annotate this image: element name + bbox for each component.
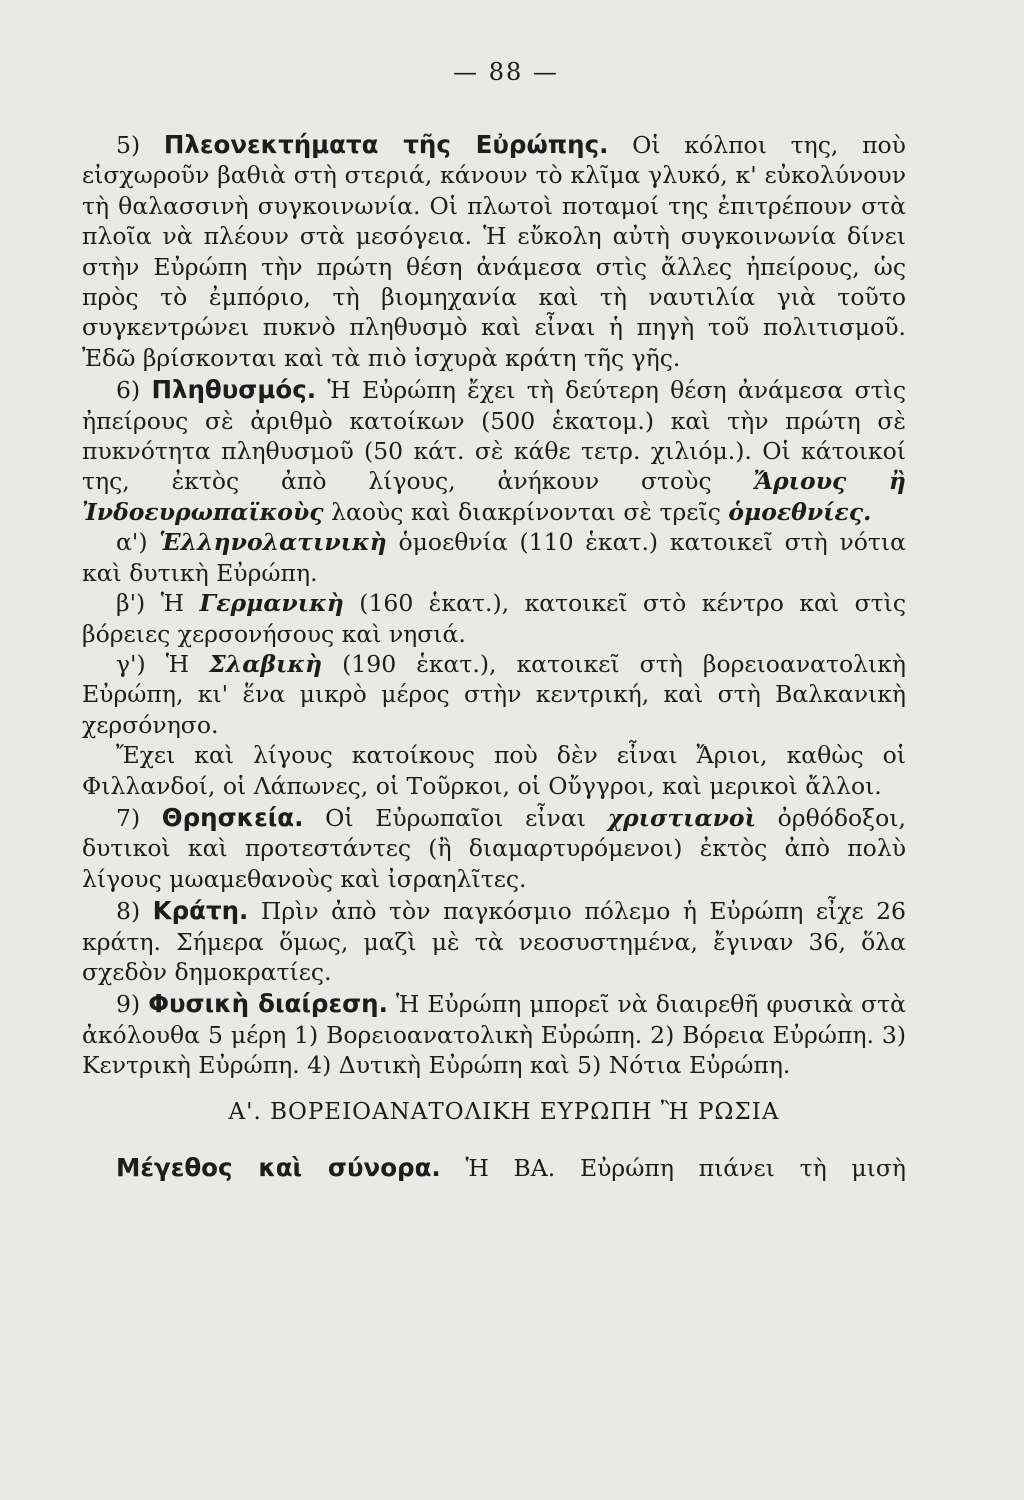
section-6-title: Πληθυσμός. <box>151 375 317 405</box>
group-a-paragraph <box>82 527 906 588</box>
section-6-text-1: Ἡ Εὐρώπη ἔχει τὴ δεύτερη θέση ἀνάμεσα στὶς ἠπείρους σὲ ἀριθμὸ κατοίκων (500 ἑκατομ.) καὶ τὴν πρώτη σὲ πυκνότητα πληθυσμοῦ (50 κάτ. σὲ κάθε τετρ. χιλιόμ.). Οἱ κάτοικοί της, ἐκτὸς ἀπὸ λίγους, ἀνήκουν στοὺς <box>82 376 906 496</box>
term-arioi: Ἄριους ἢ Ἰνδοευρωπαϊκοὺς <box>82 467 906 526</box>
section-7-title: Θρησκεία. <box>161 802 304 832</box>
section-5-paragraph <box>82 130 906 373</box>
non-aryan-paragraph <box>82 740 906 801</box>
section-7-paragraph <box>82 803 906 894</box>
final-paragraph <box>82 1153 906 1183</box>
non-aryan-text: Ἔχει καὶ λίγους κατοίκους ποὺ δὲν εἶναι Ἄριοι, καθὼς οἱ Φιλλανδοί, οἱ Λάπωνες, οἱ Τοῦρκοι, οἱ Οὔγγροι, καὶ μερικοὶ ἄλλοι. <box>82 741 906 800</box>
group-b-paragraph <box>82 588 906 649</box>
final-text: Ἡ ΒΑ. Εὐρώπη πιάνει τὴ μισὴ <box>465 1153 906 1182</box>
section-9-paragraph <box>82 989 906 1080</box>
group-b-name: Γερμανικὴ <box>199 589 344 618</box>
section-8-text: Πρὶν ἀπὸ τὸν παγκόσμιο πόλεμο ἡ Εὐρώπη εἶχε 26 κράτη. Σήμερα ὅμως, μαζὶ μὲ τὰ νεοσυστημένα, ἔγιναν 36, ὅλα σχεδὸν δημοκρατίες. <box>82 897 906 986</box>
term-christianoi: χριστιανοὶ <box>607 803 756 832</box>
section-5-text: Οἱ κόλποι της, ποὺ εἰσχωροῦν βαθιὰ στὴ στεριά, κάνουν τὸ κλῖμα γλυκό, κ' εὐκολύνουν τὴ θαλασσινὴ συγκοινωνία. Οἱ πλωτοὶ ποταμοί της ἐπιτρέπουν στὰ πλοῖα νὰ πλέουν στὰ μεσόγεια. Ἡ εὔκολη αὐτὴ συγκοινωνία δίνει στὴν Εὐρώπη τὴν πρώτη θέση ἀνάμεσα στὶς ἄλλες ἠπείρους, ὡς πρὸς τὸ ἐμπόριο, τὴ βιομηχανία καὶ τὴ ναυτιλία γιὰ τοῦτο συγκεντρώνει πυκνὸ πληθυσμὸ καὶ εἶναι ἡ πηγὴ τοῦ πολιτισμοῦ. Ἐδῶ βρίσκονται καὶ τὰ πιὸ ἰσχυρὰ κράτη τῆς γῆς. <box>82 131 906 372</box>
term-homoethnies: ὁμοεθνίες. <box>728 497 872 526</box>
section-9-number: 9) <box>116 990 141 1019</box>
group-c-paragraph <box>82 649 906 740</box>
section-heading: Α'. ΒΟΡΕΙΟΑΝΑΤΟΛΙΚΗ ΕΥΡΩΠΗ Ἢ ΡΩΣΙΑ <box>228 1098 780 1125</box>
section-8-title: Κράτη. <box>152 896 249 926</box>
final-title: Μέγεθος καὶ σύνορα. <box>116 1152 441 1182</box>
section-6-number: 6) <box>116 376 141 405</box>
group-a-name: Ἑλληνολατινικὴ <box>159 528 387 557</box>
section-9-text: Ἡ Εὐρώπη μπορεῖ νὰ διαιρεθῆ φυσικὰ στὰ ἀκόλουθα 5 μέρη 1) Βορειοανατολικὴ Εὐρώπη. 2) Βόρεια Εὐρώπη. 3) Κεντρικὴ Εὐρώπη. 4) Δυτικὴ Εὐρώπη καὶ 5) Νότια Εὐρώπη. <box>82 990 906 1080</box>
group-c-name: Σλαβικὴ <box>209 649 323 678</box>
section-8-number: 8) <box>116 897 141 926</box>
page-number: — 88 — <box>453 58 559 86</box>
group-b-text: (160 ἑκατ.), κατοικεῖ στὸ κέντρο καὶ στὶς βόρειες χερσονήσους καὶ νησιά. <box>82 589 906 648</box>
section-8-paragraph <box>82 896 906 987</box>
section-9-title: Φυσικὴ διαίρεση. <box>148 989 388 1019</box>
section-7-text-2: ὀρθόδοξοι, δυτικοὶ καὶ προτεστάντες (ἢ διαμαρτυρόμενοι) ἐκτὸς ἀπὸ πολὺ λίγους μωαμεθανοὺς καὶ ἰσραηλῖτες. <box>82 803 906 893</box>
section-5-title: Πλεονεκτήματα τῆς Εὐρώπης. <box>163 130 609 159</box>
group-a-number: α') <box>116 528 148 557</box>
section-6-text-2: λαοὺς καὶ διακρίνονται σὲ τρεῖς <box>331 497 721 526</box>
group-c-number: γ') Ἡ <box>116 649 190 678</box>
section-7-text-1: Οἱ Εὐρωπαῖοι εἶναι <box>325 803 586 832</box>
section-5-number: 5) <box>116 131 141 159</box>
group-c-text: (190 ἑκατ.), κατοικεῖ στὴ βορειοανατολικὴ Εὐρώπη, κι' ἕνα μικρὸ μέρος στὴν κεντρική, καὶ στὴ Βαλκανικὴ χερσόνησο. <box>82 649 906 739</box>
section-7-number: 7) <box>116 803 141 832</box>
group-a-text: ὁμοεθνία (110 ἑκατ.) κατοικεῖ στὴ νότια καὶ δυτικὴ Εὐρώπη. <box>82 528 906 587</box>
group-b-number: β') Ἡ <box>116 589 185 618</box>
section-6-paragraph <box>82 375 906 527</box>
